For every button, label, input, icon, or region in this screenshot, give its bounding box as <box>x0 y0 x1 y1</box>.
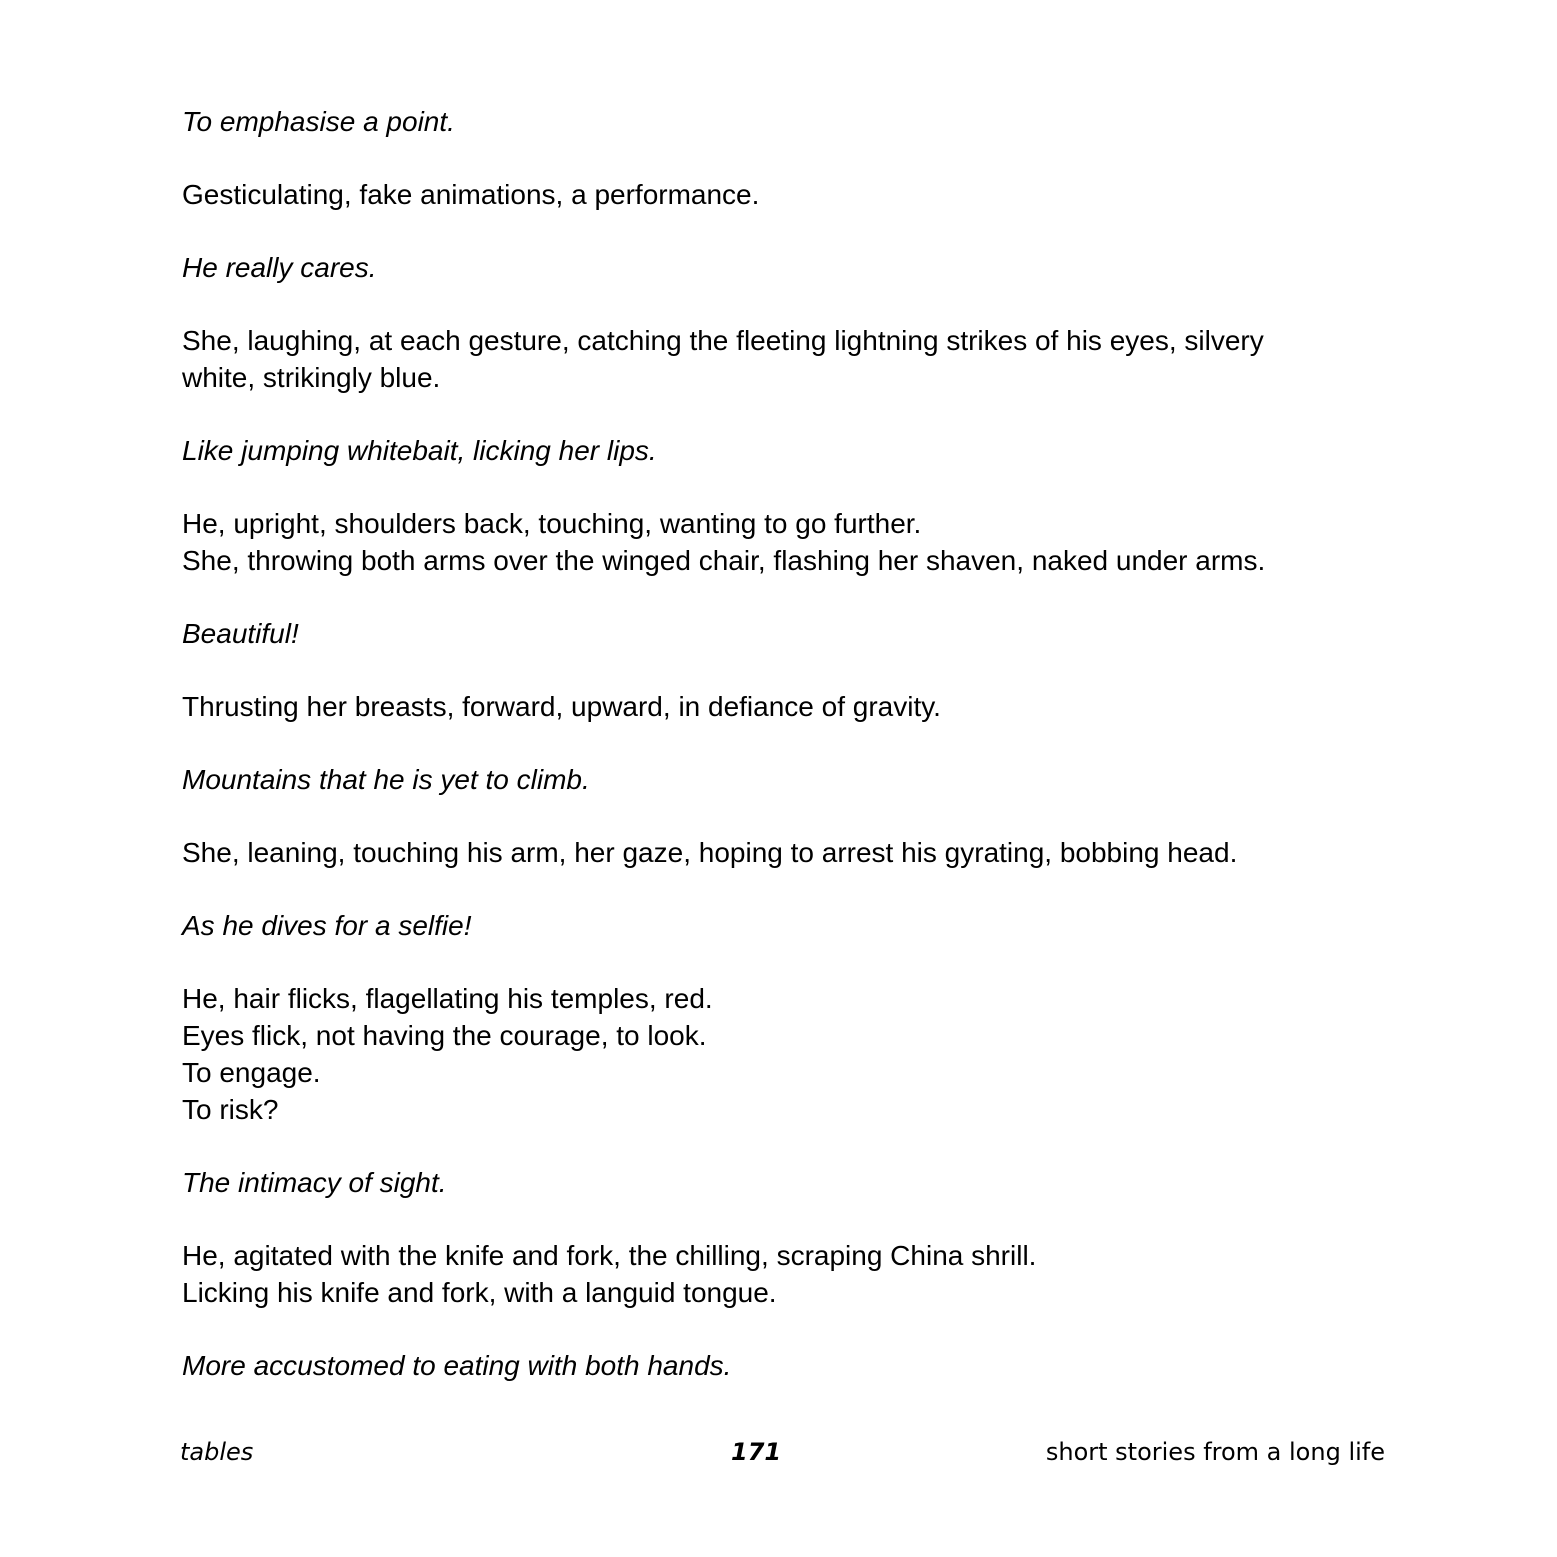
text-line: As he dives for a selfie! <box>182 910 472 941</box>
paragraph-1 <box>182 103 1402 140</box>
text-line: She, leaning, touching his arm, her gaze, hoping to arrest his gyrating, bobbing head. <box>182 837 1238 868</box>
body-text <box>182 103 1402 1420</box>
text-line: Licking his knife and fork, with a languid tongue. <box>182 1277 777 1308</box>
text-line: To emphasise a point. <box>182 106 455 137</box>
paragraph-2 <box>182 176 1402 213</box>
text-line: He, agitated with the knife and fork, the chilling, scraping China shrill. <box>182 1240 1037 1271</box>
text-line: Mountains that he is yet to climb. <box>182 764 590 795</box>
page-footer <box>0 1434 1557 1470</box>
text-line: More accustomed to eating with both hands. <box>182 1350 732 1381</box>
paragraph-4 <box>182 322 1402 396</box>
paragraph-14 <box>182 1237 1402 1311</box>
text-line: He, upright, shoulders back, touching, wanting to go further. <box>182 508 922 539</box>
text-line: The intimacy of sight. <box>182 1167 447 1198</box>
paragraph-3 <box>182 249 1402 286</box>
text-line: Thrusting her breasts, forward, upward, in defiance of gravity. <box>182 691 941 722</box>
footer-book-title: tables <box>180 1438 254 1466</box>
text-line: To risk? <box>182 1094 279 1125</box>
text-line: Like jumping whitebait, licking her lips. <box>182 435 657 466</box>
paragraph-12 <box>182 980 1402 1128</box>
paragraph-6 <box>182 505 1402 579</box>
text-line: She, throwing both arms over the winged chair, flashing her shaven, naked under arms. <box>182 545 1266 576</box>
text-line: Gesticulating, fake animations, a performance. <box>182 179 760 210</box>
paragraph-9 <box>182 761 1402 798</box>
paragraph-13 <box>182 1164 1402 1201</box>
paragraph-8 <box>182 688 1402 725</box>
page-number: 171 <box>731 1438 782 1466</box>
text-line: To engage. <box>182 1057 321 1088</box>
text-line: He really cares. <box>182 252 377 283</box>
paragraph-15 <box>182 1347 1402 1384</box>
footer-series-title: short stories from a long life <box>1045 1438 1385 1466</box>
paragraph-10 <box>182 834 1402 871</box>
paragraph-5 <box>182 432 1402 469</box>
text-line: white, strikingly blue. <box>182 362 441 393</box>
text-line: He, hair flicks, flagellating his temples, red. <box>182 983 713 1014</box>
text-line: Beautiful! <box>182 618 299 649</box>
paragraph-11 <box>182 907 1402 944</box>
text-line: Eyes flick, not having the courage, to look. <box>182 1020 707 1051</box>
text-line: She, laughing, at each gesture, catching the fleeting lightning strikes of his eyes, silvery <box>182 325 1264 356</box>
paragraph-7 <box>182 615 1402 652</box>
